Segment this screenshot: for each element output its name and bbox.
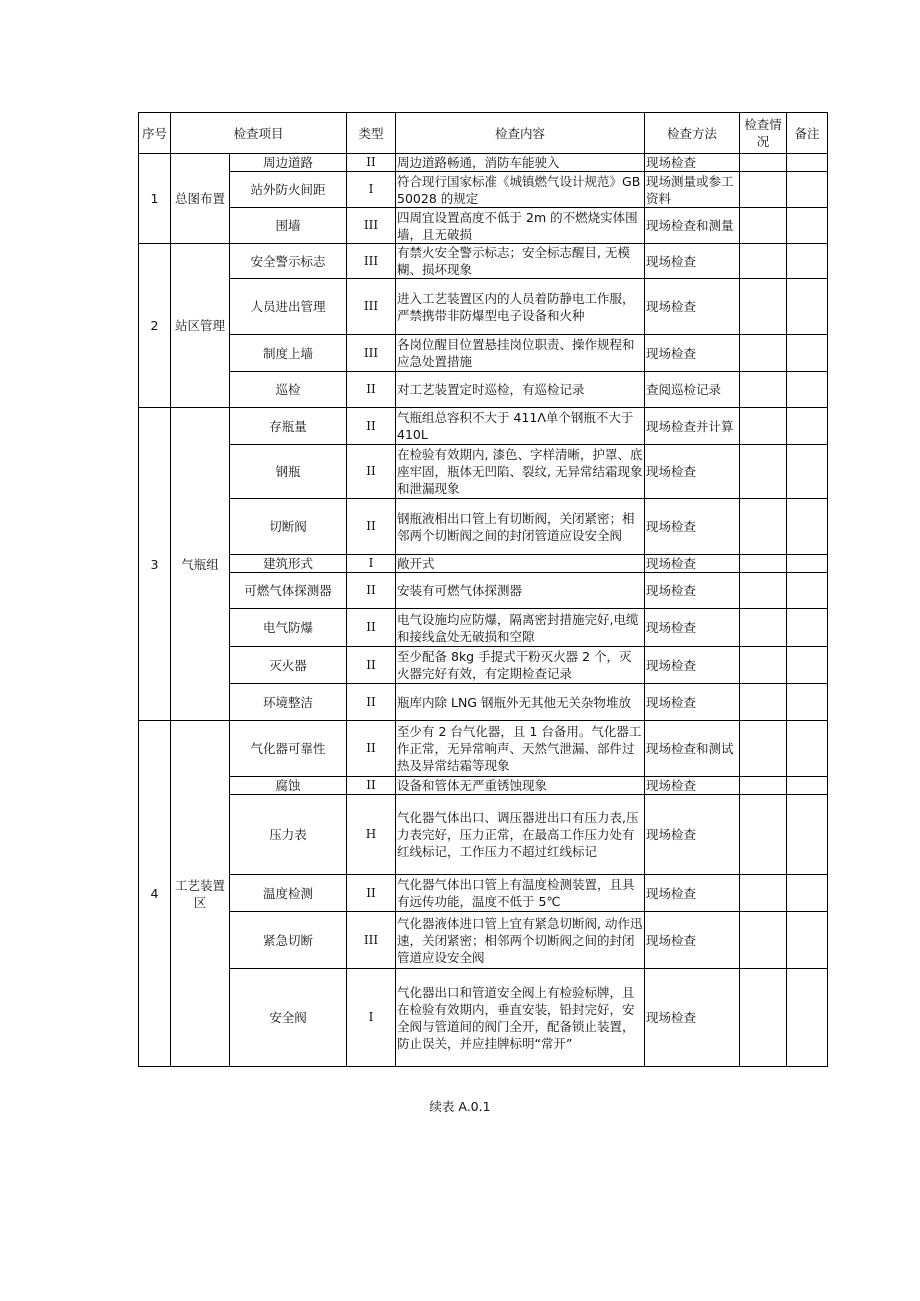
table-row [139,684,828,721]
content-cell: 对工艺装置定时巡检，有巡检记录 [396,372,645,408]
remark-cell [787,912,828,969]
remark-cell [787,777,828,795]
table-row [139,875,828,912]
method-cell: 现场检查 [645,609,740,647]
status-cell [740,609,787,647]
type-cell: II [347,609,396,647]
header-status: 检查情况 [740,113,787,154]
method-cell: 现场检查 [645,244,740,279]
method-cell: 现场检查 [645,335,740,372]
method-cell: 现场检查 [645,795,740,875]
table-row [139,244,828,279]
remark-cell [787,172,828,208]
type-cell: II [347,573,396,609]
remark-cell [787,573,828,609]
method-cell: 现场检查 [645,279,740,335]
status-cell [740,154,787,172]
method-cell: 现场检查 [645,445,740,499]
status-cell [740,555,787,573]
table-row [139,609,828,647]
type-cell: II [347,777,396,795]
remark-cell [787,154,828,172]
status-cell [740,875,787,912]
status-cell [740,912,787,969]
remark-cell [787,684,828,721]
method-cell: 现场检查 [645,647,740,684]
remark-cell [787,445,828,499]
type-cell: II [347,647,396,684]
status-cell [740,777,787,795]
table-row [139,372,828,408]
content-cell: 气化器气体出口管上有温度检测装置，且具有远传功能，温度不低于 5℃ [396,875,645,912]
header-type: 类型 [347,113,396,154]
table-row [139,555,828,573]
remark-cell [787,555,828,573]
method-cell: 现场检查 [645,499,740,555]
method-cell: 现场检查并计算 [645,408,740,445]
content-cell: 气化器气体出口、调压器进出口有压力表,压力表完好，压力正常，在最高工作压力处有红线标记，工作压力不超过红线标记 [396,795,645,875]
type-cell: II [347,372,396,408]
table-caption: 续表 A.0.1 [429,1099,491,1114]
content-cell: 至少有 2 台气化器，且 1 台备用。气化器工作正常，无异常响声、天然气泄漏、部件过热及异常结霜等现象 [396,721,645,777]
status-cell [740,244,787,279]
type-cell: I [347,969,396,1067]
content-cell: 符合现行国家标准《城镇燃气设计规范》GB50028 的规定 [396,172,645,208]
group-number: 1 [139,154,171,244]
status-cell [740,573,787,609]
table-row [139,777,828,795]
content-cell: 电气设施均应防爆，隔离密封措施完好,电缆和接线盒处无破损和空隙 [396,609,645,647]
group-name: 工艺装置区 [171,721,230,1067]
item-cell: 站外防火间距 [230,172,347,208]
content-cell: 钢瓶液相出口管上有切断阀，关闭紧密；相邻两个切断阀之间的封闭管道应设安全阀 [396,499,645,555]
method-cell: 现场检查 [645,969,740,1067]
method-cell: 现场检查 [645,777,740,795]
type-cell: II [347,721,396,777]
content-cell: 瓶库内除 LNG 钢瓶外无其他无关杂物堆放 [396,684,645,721]
status-cell [740,372,787,408]
item-cell: 可燃气体探测器 [230,573,347,609]
method-cell: 现场检查 [645,684,740,721]
status-cell [740,499,787,555]
item-cell: 气化器可靠性 [230,721,347,777]
group-number: 2 [139,244,171,408]
type-cell: II [347,408,396,445]
group-number: 4 [139,721,171,1067]
table-row [139,445,828,499]
table-row [139,912,828,969]
method-cell: 现场检查和测试 [645,721,740,777]
content-cell: 气化器液体进口管上宜有紧急切断阀, 动作迅速，关闭紧密；相邻两个切断阀之间的封闭管道应设安全阀 [396,912,645,969]
status-cell [740,795,787,875]
method-cell: 现场检查 [645,875,740,912]
header-item: 检查项目 [171,113,347,154]
item-cell: 温度检测 [230,875,347,912]
item-cell: 钢瓶 [230,445,347,499]
item-cell: 人员进出管理 [230,279,347,335]
table-row [139,335,828,372]
table-row [139,172,828,208]
group-name: 总图布置 [171,154,230,244]
type-cell: III [347,208,396,244]
remark-cell [787,647,828,684]
type-cell: III [347,912,396,969]
method-cell: 现场检查和测量 [645,208,740,244]
content-cell: 至少配备 8kg 手提式干粉灭火器 2 个，灭火器完好有效，有定期检查记录 [396,647,645,684]
table-row [139,279,828,335]
item-cell: 电气防爆 [230,609,347,647]
status-cell [740,172,787,208]
type-cell: II [347,445,396,499]
table-row [139,721,828,777]
status-cell [740,445,787,499]
item-cell: 灭火器 [230,647,347,684]
item-cell: 建筑形式 [230,555,347,573]
remark-cell [787,875,828,912]
method-cell: 现场检查 [645,555,740,573]
content-cell: 气化器出口和管道安全阀上有检验标牌，且在检验有效期内，垂直安装，铅封完好，安全阀与管道间的阀门全开，配备锁止装置，防止误关，并应挂牌标明“常开” [396,969,645,1067]
item-cell: 紧急切断 [230,912,347,969]
item-cell: 安全阀 [230,969,347,1067]
content-cell: 各岗位醒目位置悬挂岗位职责、操作规程和应急处置措施 [396,335,645,372]
remark-cell [787,721,828,777]
group-name: 气瓶组 [171,408,230,721]
inspection-table [138,112,828,1067]
content-cell: 在检验有效期内, 漆色、字样清晰，护罩、底座牢固，瓶体无凹陷、裂纹, 无异常结霜现象和泄漏现象 [396,445,645,499]
content-cell: 有禁火安全警示标志；安全标志醒目, 无模糊、损坏现象 [396,244,645,279]
content-cell: 进入工艺装置区内的人员着防静电工作服，严禁携带非防爆型电子设备和火种 [396,279,645,335]
table-body [139,113,828,1067]
method-cell: 现场检查 [645,912,740,969]
type-cell: II [347,684,396,721]
table-row [139,969,828,1067]
table-row [139,647,828,684]
type-cell: I [347,172,396,208]
item-cell: 围墙 [230,208,347,244]
type-cell: I [347,555,396,573]
item-cell: 安全警示标志 [230,244,347,279]
remark-cell [787,244,828,279]
remark-cell [787,969,828,1067]
remark-cell [787,335,828,372]
type-cell: III [347,335,396,372]
header-method: 检查方法 [645,113,740,154]
item-cell: 压力表 [230,795,347,875]
status-cell [740,408,787,445]
status-cell [740,208,787,244]
remark-cell [787,208,828,244]
item-cell: 制度上墙 [230,335,347,372]
status-cell [740,335,787,372]
status-cell [740,721,787,777]
item-cell: 环境整洁 [230,684,347,721]
content-cell: 气瓶组总容积不大于 411Λ单个钢瓶不大于 410L [396,408,645,445]
group-number: 3 [139,408,171,721]
type-cell: III [347,279,396,335]
method-cell: 查阅巡检记录 [645,372,740,408]
remark-cell [787,279,828,335]
type-cell: II [347,154,396,172]
item-cell: 腐蚀 [230,777,347,795]
header-row [139,113,828,154]
content-cell: 敞开式 [396,555,645,573]
item-cell: 巡检 [230,372,347,408]
method-cell: 现场检查 [645,573,740,609]
status-cell [740,969,787,1067]
item-cell: 存瓶量 [230,408,347,445]
remark-cell [787,408,828,445]
type-cell: II [347,499,396,555]
type-cell: II [347,875,396,912]
table-row [139,208,828,244]
type-cell: III [347,244,396,279]
table-row [139,795,828,875]
method-cell: 现场测量或参工资料 [645,172,740,208]
content-cell: 四周宜设置高度不低于 2m 的不燃烧实体围墙，且无破损 [396,208,645,244]
remark-cell [787,795,828,875]
type-cell: H [347,795,396,875]
status-cell [740,647,787,684]
method-cell: 现场检查 [645,154,740,172]
item-cell: 周边道路 [230,154,347,172]
remark-cell [787,609,828,647]
header-remark: 备注 [787,113,828,154]
table-row [139,408,828,445]
group-name: 站区管理 [171,244,230,408]
header-content: 检查内容 [396,113,645,154]
table-row [139,154,828,172]
remark-cell [787,499,828,555]
item-cell: 切断阀 [230,499,347,555]
content-cell: 安装有可燃气体探测器 [396,573,645,609]
status-cell [740,684,787,721]
status-cell [740,279,787,335]
header-no: 序号 [139,113,171,154]
remark-cell [787,372,828,408]
table-row [139,573,828,609]
content-cell: 周边道路畅通，消防车能驶入 [396,154,645,172]
table-row [139,499,828,555]
content-cell: 设备和管体无严重锈蚀现象 [396,777,645,795]
